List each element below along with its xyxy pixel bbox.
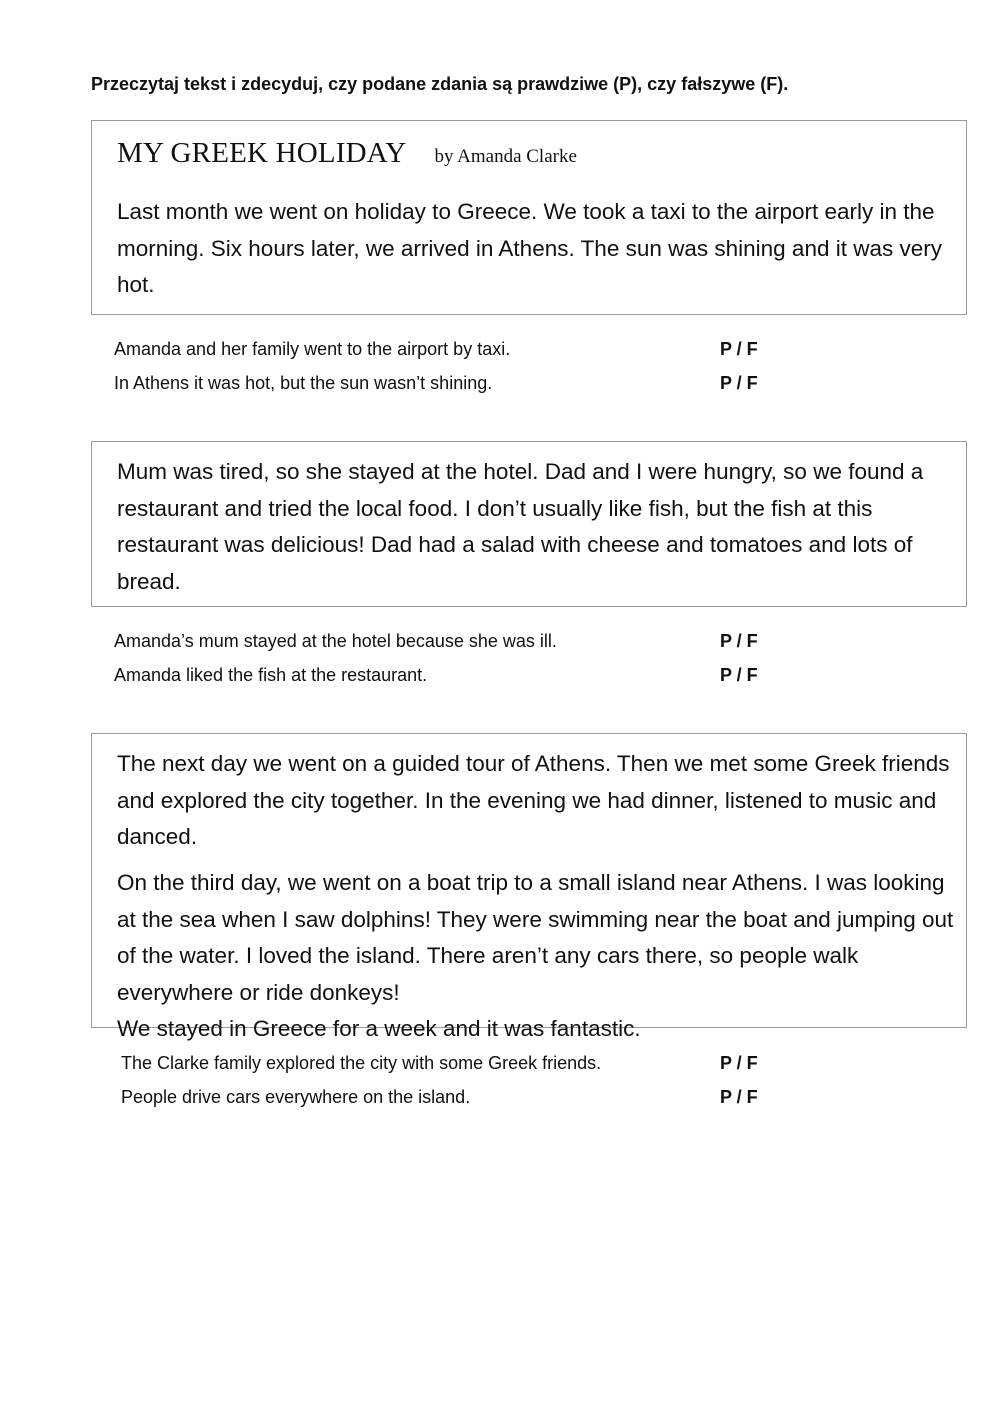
statement-2: In Athens it was hot, but the sun wasn’t shining. — [114, 373, 493, 393]
article-byline: by Amanda Clarke — [434, 146, 577, 167]
paragraph: We stayed in Greece for a week and it was fantastic. — [117, 1016, 641, 1041]
paragraph: Last month we went on holiday to Greece. We took a taxi to the airport early in the morning. Six hours later, we arrived in Athens. The sun was shining and it was very hot. — [117, 199, 942, 297]
statement-6: People drive cars everywhere on the island. — [121, 1087, 471, 1107]
statement-1: Amanda and her family went to the airport by taxi. — [114, 339, 511, 359]
true-false-choice-1[interactable]: P / F — [720, 339, 758, 359]
true-false-choice-4[interactable]: P / F — [720, 665, 758, 685]
paragraph: Mum was tired, so she stayed at the hotel. Dad and I were hungry, so we found a restaurant and tried the local food. I don’t usually like fish, but the fish at this restaurant was delicious! Dad had a salad with cheese and tomatoes and lots of bread. — [117, 459, 924, 594]
statement-3: Amanda’s mum stayed at the hotel because she was ill. — [114, 631, 557, 651]
true-false-choice-3[interactable]: P / F — [720, 631, 758, 651]
statement-5: The Clarke family explored the city with some Greek friends. — [121, 1053, 602, 1073]
text-box-2 — [91, 441, 967, 607]
paragraph: On the third day, we went on a boat trip to a small island near Athens. I was looking at the sea when I saw dolphins! They were swimming near the boat and jumping out of the water. I loved the island. There aren’t any cars there, so people walk everywhere or ride donkeys! — [117, 870, 954, 1005]
article-title: MY GREEK HOLIDAY — [117, 137, 407, 169]
statement-4: Amanda liked the fish at the restaurant. — [114, 665, 428, 685]
text-box-1 — [91, 120, 967, 315]
article-heading — [117, 137, 577, 170]
instruction-text: Przeczytaj tekst i zdecyduj, czy podane zdania są prawdziwe (P), czy fałszywe (F). — [91, 74, 789, 94]
true-false-choice-5[interactable]: P / F — [720, 1053, 758, 1073]
paragraph: The next day we went on a guided tour of Athens. Then we met some Greek friends and explored the city together. In the evening we had dinner, listened to music and danced. — [117, 751, 950, 849]
true-false-choice-6[interactable]: P / F — [720, 1087, 758, 1107]
true-false-choice-2[interactable]: P / F — [720, 373, 758, 393]
text-box-3 — [91, 733, 967, 1041]
